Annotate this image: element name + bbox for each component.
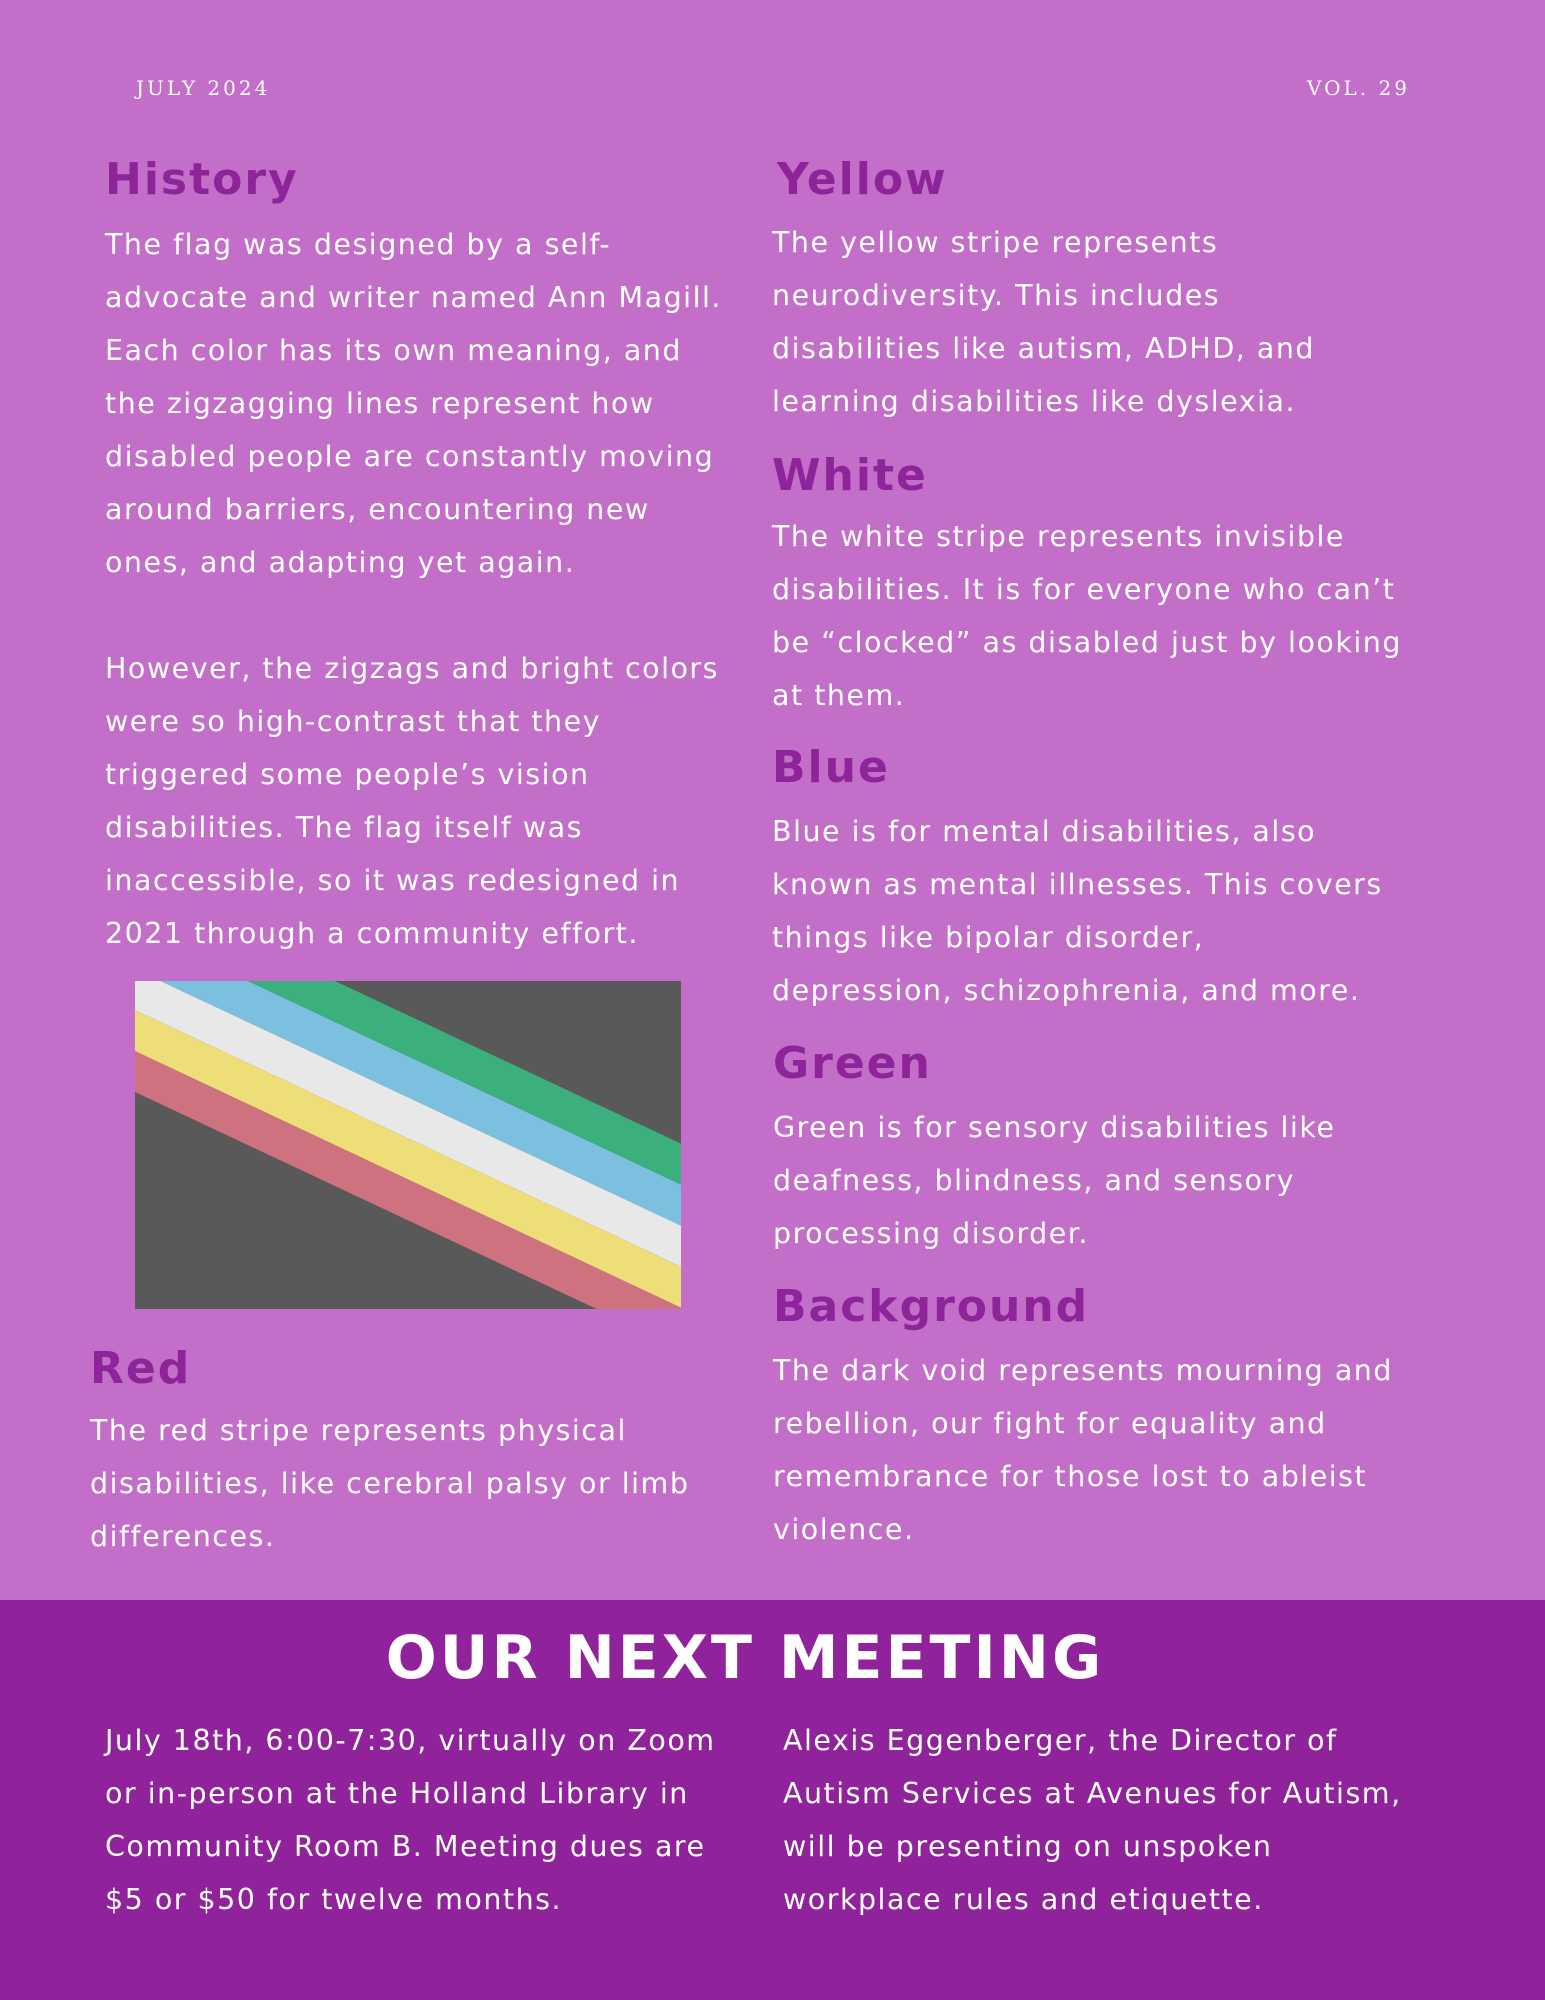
issue-date: JULY 2024 [136,76,271,100]
background-body: The dark void represents mourning and rebellion, our fight for equality and remembrance for those lost to ableist violence. [773,1354,1393,1546]
background-heading: Background [773,1281,1090,1332]
history-paragraph-1: The flag was designed by a self- advocate and writer named Ann Magill. Each color has its own meaning, and the zigzagging lines represent how disabled people are constantly moving around barriers, encountering new ones, and adapting yet again. [105,228,722,579]
issue-volume: VOL. 29 [1307,76,1410,100]
meeting-details: July 18th, 6:00-7:30, virtually on Zoom or in-person at the Holland Library in Community Room B. Meeting dues are $5 or $50 for twelve months. [105,1724,716,1916]
red-body: The red stripe represents physical disabilities, like cerebral palsy or limb differences. [90,1414,690,1553]
blue-body: Blue is for mental disabilities, also known as mental illnesses. This covers things like bipolar disorder, depression, schizophrenia, and more. [772,815,1383,1007]
green-body: Green is for sensory disabilities like deafness, blindness, and sensory processing disorder. [773,1111,1336,1250]
history-paragraph-2: However, the zigzags and bright colors were so high-contrast that they triggered some people’s vision disabilities. The flag itself was inaccessible, so it was redesigned in 2021 through a community effort. [105,652,719,950]
meeting-speaker: Alexis Eggenberger, the Director of Autism Services at Avenues for Autism, will be presenting on unspoken workplace rules and etiquette. [783,1724,1402,1916]
red-heading: Red [90,1343,192,1394]
disability-pride-flag-image [135,981,681,1309]
history-heading: History [105,154,299,205]
yellow-heading: Yellow [777,154,948,205]
yellow-body: The yellow stripe represents neurodiversity. This includes disabilities like autism, ADHD, and learning disabilities like dyslexia. [772,226,1316,418]
blue-heading: Blue [772,742,890,793]
white-heading: White [772,450,928,501]
white-body: The white stripe represents invisible disabilities. It is for everyone who can’t be “clocked” as disabled just by looking at them. [772,520,1402,712]
meeting-title: OUR NEXT MEETING [385,1623,1105,1693]
green-heading: Green [773,1038,932,1089]
